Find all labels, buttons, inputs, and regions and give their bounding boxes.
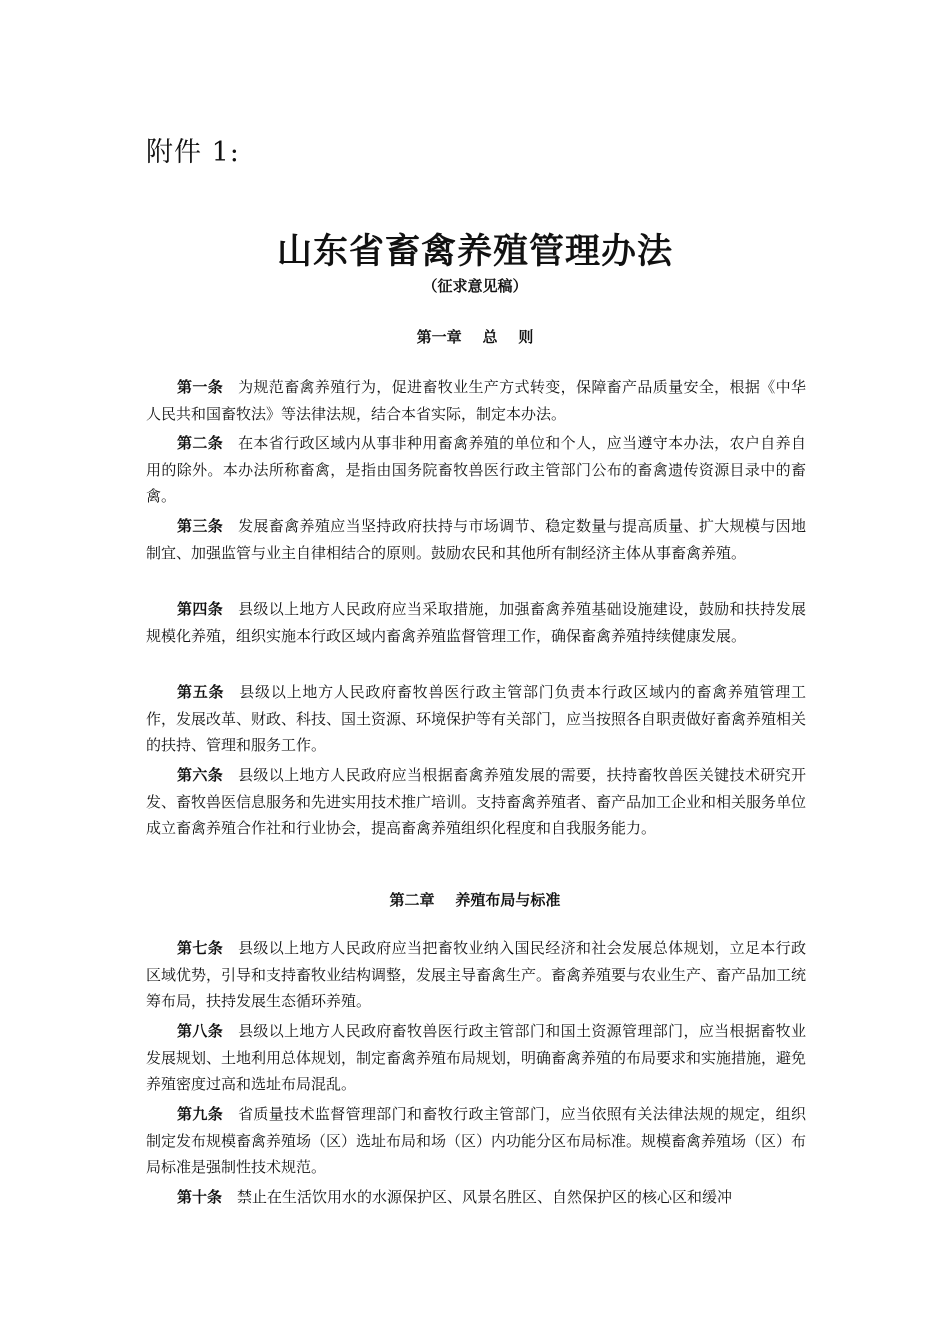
article-label: 第十条 [177,1188,223,1206]
article [146,513,806,566]
chapter-heading: 第一章 总 则 [416,328,534,346]
article-label: 第五条 [177,683,225,701]
article-label: 第七条 [177,939,224,957]
article-label: 第九条 [177,1105,224,1123]
article-label: 第二条 [177,434,224,452]
article-text: 县级以上地方人民政府畜牧兽医行政主管部门负责本行政区域内的畜禽养殖管理工作，发展改革、财政、科技、国土资源、环境保护等有关部门，应当按照各自职责做好畜禽养殖相关的扶持、管理和服务工作。 [146,683,807,754]
attachment-label: 附件 1: [146,137,240,168]
article [146,1184,806,1211]
chapter-heading: 第二章 养殖布局与标准 [389,891,561,909]
page-subtitle: （征求意见稿） [422,277,528,295]
article-label: 第四条 [177,600,224,618]
article-text: 县级以上地方人民政府应当把畜牧业纳入国民经济和社会发展总体规划，立足本行政区域优势，引导和支持畜牧业结构调整，发展主导畜禽生产。畜禽养殖要与农业生产、畜产品加工统筹布局，扶持发展生态循环养殖。 [146,939,807,1010]
article [146,596,806,649]
article-text: 禁止在生活饮用水的水源保护区、风景名胜区、自然保护区的核心区和缓冲 [237,1188,733,1206]
article [146,762,806,842]
article-label: 第六条 [177,766,224,784]
article-text: 省质量技术监督管理部门和畜牧行政主管部门，应当依照有关法律法规的规定，组织制定发布规模畜禽养殖场（区）选址布局和场（区）内功能分区布局标准。规模畜禽养殖场（区）布局标准是强制性技术规范。 [146,1105,807,1176]
article-text: 为规范畜禽养殖行为，促进畜牧业生产方式转变，保障畜产品质量安全，根据《中华人民共和国畜牧法》等法律法规，结合本省实际，制定本办法。 [146,378,806,423]
article [146,1101,806,1181]
article-label: 第一条 [177,378,224,396]
page-title: 山东省畜禽养殖管理办法 [276,231,673,272]
article [146,679,806,759]
article-text: 县级以上地方人民政府应当根据畜禽养殖发展的需要，扶持畜牧兽医关键技术研究开发、畜牧兽医信息服务和先进实用技术推广培训。支持畜禽养殖者、畜产品加工企业和相关服务单位成立畜禽养殖合作社和行业协会，提高畜禽养殖组织化程度和自我服务能力。 [146,766,807,837]
article [146,935,806,1015]
article-text: 发展畜禽养殖应当坚持政府扶持与市场调节、稳定数量与提高质量、扩大规模与因地制宜、加强监管与业主自律相结合的原则。鼓励农民和其他所有制经济主体从事畜禽养殖。 [146,517,806,562]
article [146,1018,806,1098]
article-label: 第八条 [177,1022,224,1040]
article [146,374,806,427]
article [146,430,806,510]
article-label: 第三条 [177,517,224,535]
article-text: 在本省行政区域内从事非种用畜禽养殖的单位和个人，应当遵守本办法，农户自养自用的除外。本办法所称畜禽，是指由国务院畜牧兽医行政主管部门公布的畜禽遗传资源目录中的畜禽。 [146,434,806,505]
article-text: 县级以上地方人民政府畜牧兽医行政主管部门和国土资源管理部门，应当根据畜牧业发展规划、土地利用总体规划，制定畜禽养殖布局规划，明确畜禽养殖的布局要求和实施措施，避免养殖密度过高和选址布局混乱。 [146,1022,807,1093]
article-text: 县级以上地方人民政府应当采取措施，加强畜禽养殖基础设施建设，鼓励和扶持发展规模化养殖，组织实施本行政区域内畜禽养殖监督管理工作，确保畜禽养殖持续健康发展。 [146,600,806,645]
